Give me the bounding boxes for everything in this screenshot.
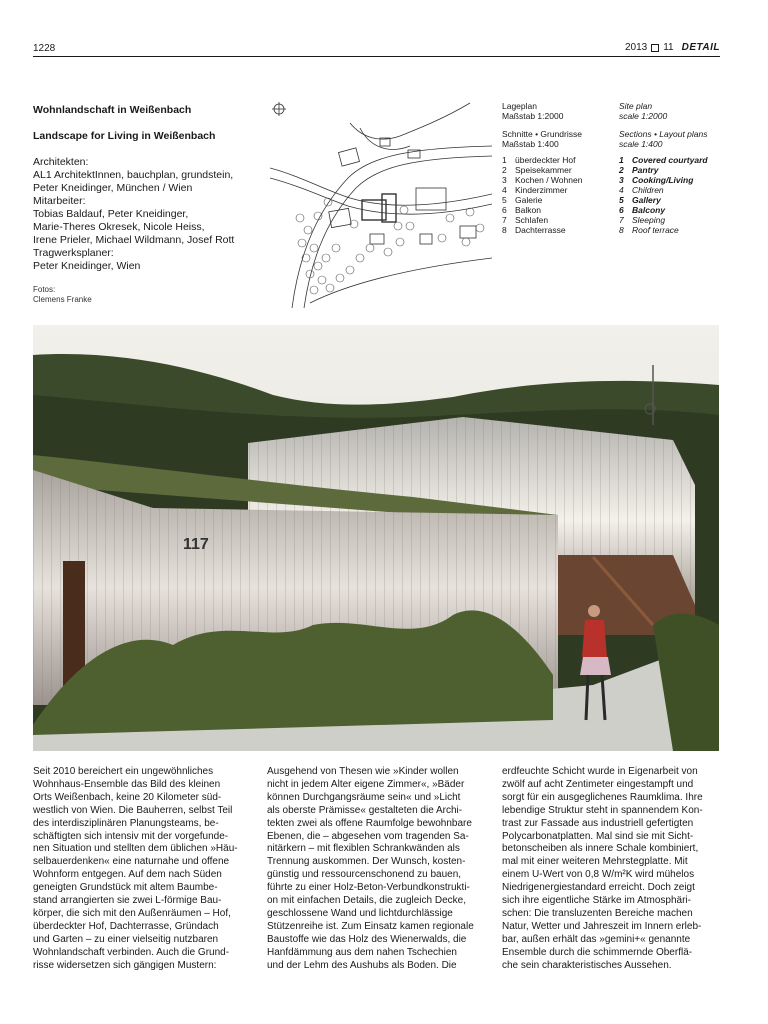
body-column-1: Seit 2010 bereichert ein ungewöhnliches Wohnhaus-Ensemble das Bild des kleinen Orts Weißenbach, keine 20 Kilometer süd- westlich von Wien. Die Bauherren, selbst Teil des interdisziplinären Planungsteams, be- schäftigten sich intensiv mit der vorgefunde- nen Situation und stellten dem üblichen »Häu- selbauerdenken« eine naturnahe und offene Wohnform entgegen. Auf dem nach Süden geneigten Grundstück mit altem Baumbe- stand arrangierten sie zwei L-förmige Bau- körper, die sich mit den Außenräumen – Hof, überdeckter Hof, Dachterrasse, Gründach und Garten – zu einer vielseitig nutzbaren Wohnlandschaft verbinden. Auch die Grund- risse widersetzen sich gängigen Mustern: [33, 766, 238, 971]
legend-item: 4 Kinderzimmer [502, 185, 568, 195]
photo-credit [33, 285, 92, 305]
site-plan-scale: Maßstab 1:2000 [502, 111, 564, 121]
article-title-de: Wohnlandschaft in Weißenbach [33, 104, 192, 116]
legend-item: 1 überdeckter Hof [502, 155, 576, 165]
legend-item: 3 Kochen / Wohnen [502, 175, 583, 185]
credit-line: Peter Kneidinger, München / Wien [33, 182, 193, 194]
legend-item: 6 Balkon [502, 205, 541, 215]
magazine-logo: DETAIL [681, 42, 720, 53]
credit-line: AL1 ArchitektInnen, bauchplan, grundstein, [33, 169, 234, 181]
photo-credit-name: Clemens Franke [33, 295, 92, 304]
page-number: 1228 [33, 43, 56, 54]
legend-item: 5 Gallery [619, 195, 661, 205]
issue-info [625, 42, 720, 53]
site-plan-label: Lageplan [502, 101, 537, 111]
sections-scale: scale 1:400 [619, 139, 663, 149]
sections-label: Sections • Layout plans [619, 129, 708, 139]
body-column-2: Ausgehend von Thesen wie »Kinder wollen nicht in jedem Alter eigene Zimmer«, »Bäder können Durchgangsräume sein« und »Licht als oberste Prämisse« gestalteten die Archi- tekten zwei als offene Raumfolge bewohnbare Ebenen, die – abgesehen vom tragenden Sa- nitärkern – mit flexiblen Schrankwänden als Trennung auskommen. Der Wunsch, kosten- günstig und ressourcenschonend zu bauen, führte zu einer Holz-Beton-Verbundkonstrukti- on mit einfachen Details, die zugleich Decke, geschlossene Wand und lichtdurchlässige Stützenreihe ist. Zum Einsatz kamen regionale Baustoffe wie das Holz des Wienerwalds, die Hanfdämmung aus dem nahen Tschechien und der Lehm des Aushubs als Boden. Die [267, 766, 474, 971]
site-plan-label: Site plan [619, 101, 653, 111]
legend-item: 3 Cooking/Living [619, 175, 694, 185]
legend-item: 6 Balcony [619, 205, 666, 215]
site-plan-scale: scale 1:2000 [619, 111, 668, 121]
legend-item: 8 Dachterrasse [502, 225, 566, 235]
legend-item: 2 Pantry [619, 165, 659, 175]
credits [33, 156, 263, 273]
credit-line: Tobias Baldauf, Peter Kneidinger, [33, 208, 189, 220]
photo-credit-label: Fotos: [33, 285, 56, 294]
legend-item: 1 Covered courtyard [619, 155, 708, 165]
legend-item: 7 Schlafen [502, 215, 549, 225]
sections-label: Schnitte • Grundrisse [502, 129, 582, 139]
legend-item: 8 Roof terrace [619, 225, 679, 235]
legend-german [502, 101, 614, 235]
credit-line: Irene Prieler, Michael Wildmann, Josef Rott [33, 234, 235, 246]
legend-item: 7 Sleeping [619, 215, 666, 225]
header-rule [33, 56, 720, 57]
legend-item: 2 Speisekammer [502, 165, 572, 175]
credit-line: Marie-Theres Okresek, Nicole Heiss, [33, 221, 205, 233]
legend-item: 5 Galerie [502, 195, 543, 205]
sections-scale: Maßstab 1:400 [502, 139, 559, 149]
credit-line: Peter Kneidinger, Wien [33, 260, 141, 272]
credit-line: Architekten: [33, 156, 89, 168]
legend-english [619, 101, 729, 235]
site-plan-drawing [270, 98, 492, 308]
issue-year: 2013 [624, 42, 648, 53]
house-number: 117 [183, 536, 209, 553]
issue-number: 11 [663, 42, 674, 53]
credit-line: Mitarbeiter: [33, 195, 86, 207]
legend-item: 4 Children [619, 185, 664, 195]
square-icon [651, 44, 659, 52]
article-title-en: Landscape for Living in Weißenbach [33, 130, 216, 142]
body-column-3: erdfeuchte Schicht wurde in Eigenarbeit von zwölf auf acht Zentimeter eingestampft und sorgt für ein ausgeglichenes Raumklima. Ihre lebendige Struktur steht in spannendem Kon- trast zur Fassade aus industriell gefertigten Polycarbonatplatten. Mal sind sie mit Sicht- betonscheiben als innere Schale kombiniert, mal mit einer weiteren Mehrstegplatte. Mit einem U-Wert von 0,8 W/m²K wird mühelos Niedrigenergiestandard erreicht. Doch zeigt sich ihre eigentliche Stärke im Atmosphäri- schen: Die transluzenten Bereiche machen Natur, Wetter und Jahreszeit im Innern erleb- bar, außen erhält das »gemini+« genannte Ensemble durch die schimmernde Oberflä- che sein charakteristisches Aussehen. [502, 766, 703, 971]
building-photo [33, 325, 719, 751]
credit-line: Tragwerksplaner: [33, 247, 114, 259]
